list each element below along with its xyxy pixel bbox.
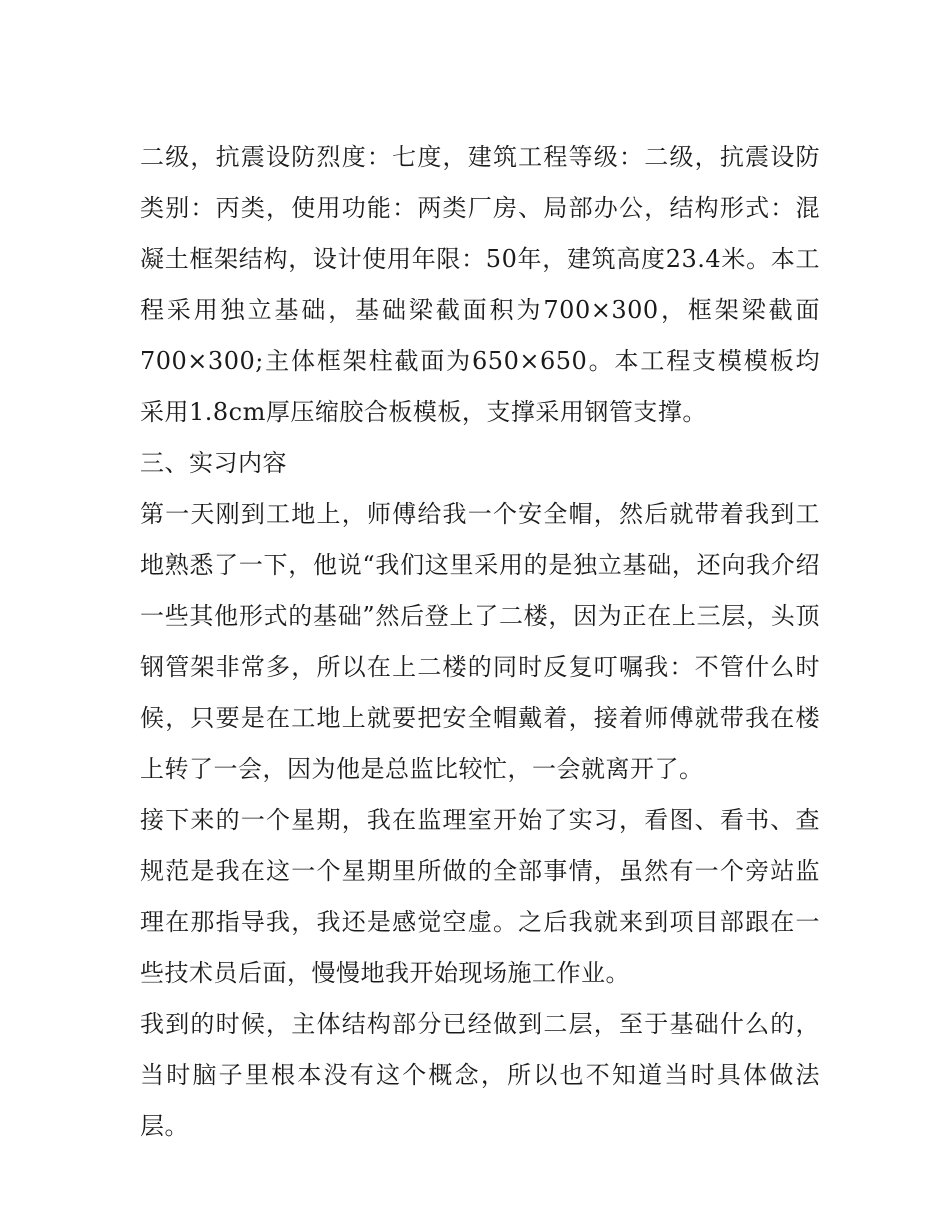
paragraph-first-day: 第一天刚到工地上，师傅给我一个安全帽，然后就带着我到工地熟悉了一下，他说“我们这里采用的是独立基础，还向我介绍一些其他形式的基础”然后登上了二楼，因为正在上三层，头顶钢管架非常多，所以在上二楼的同时反复叮嘱我：不管什么时候，只要是在工地上就要把安全帽戴着，接着师傅就带我在楼上转了一会，因为他是总监比较忙，一会就离开了。 bbox=[140, 500, 820, 783]
paragraph-arrival: 我到的时候，主体结构部分已经做到二层，至于基础什么的，当时脑子里根本没有这个概念，所以也不知道当时具体做法层。 bbox=[140, 1010, 820, 1140]
document-body bbox=[140, 132, 820, 1152]
paragraph-project-overview: 二级，抗震设防烈度：七度，建筑工程等级：二级，抗震设防类别：丙类，使用功能：两类厂房、局部办公，结构形式：混凝土框架结构，设计使用年限：50年，建筑高度23.4米。本工程采用独立基础，基础梁截面积为700×300，框架梁截面700×300;主体框架柱截面为650×650。本工程支模模板均采用1.8cm厚压缩胶合板模板，支撑采用钢管支撑。 bbox=[140, 143, 820, 426]
paragraph-first-week: 接下来的一个星期，我在监理室开始了实习，看图、看书、查规范是我在这一个星期里所做的全部事情，虽然有一个旁站监理在那指导我，我还是感觉空虚。之后我就来到项目部跟在一些技术员后面，慢慢地我开始现场施工作业。 bbox=[140, 806, 820, 987]
section-heading-internship-content: 三、实习内容 bbox=[140, 449, 287, 477]
